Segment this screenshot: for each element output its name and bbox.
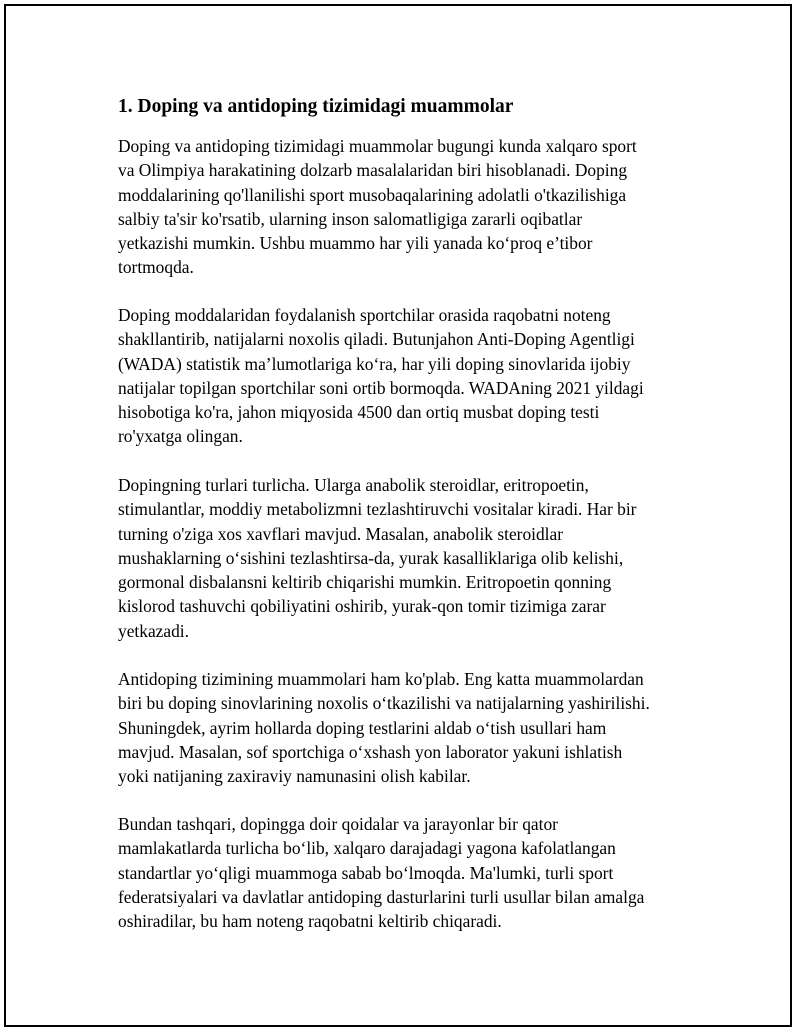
- paragraph-2: [118, 303, 718, 449]
- text-line: yoki natijaning zaxiraviy namunasini olish kabilar.: [118, 766, 471, 787]
- text-line: Dopingning turlari turlicha. Ularga anabolik steroidlar, eritropoetin,: [118, 475, 589, 495]
- text-line: hisobotiga ko'ra, jahon miqyosida 4500 dan ortiq musbat doping testi: [118, 402, 600, 423]
- text-line: Doping moddalaridan foydalanish sportchilar orasida raqobatni noteng: [118, 305, 611, 325]
- text-line: tortmoqda.: [118, 257, 194, 278]
- text-line: Bundan tashqari, dopingga doir qoidalar va jarayonlar bir qator: [118, 814, 558, 834]
- paragraph-1: [118, 134, 718, 280]
- text-line: salbiy ta'sir ko'rsatib, ularning inson salomatligiga zararli oqibatlar: [118, 208, 583, 229]
- text-line: mavjud. Masalan, sof sportchiga o‘xshash yon laborator yakuni ishlatish: [118, 741, 623, 762]
- text-line: natijalar topilgan sportchilar soni ortib bormoqda. WADAning 2021 yildagi: [118, 377, 644, 398]
- text-line: oshiradilar, bu ham noteng raqobatni keltirib chiqaradi.: [118, 911, 502, 932]
- text-line: ro'yxatga olingan.: [118, 426, 243, 447]
- text-line: shakllantirib, natijalarni noxolis qiladi. Butunjahon Anti-Doping Agentligi: [118, 329, 635, 350]
- text-line: stimulantlar, moddiy metabolizmni tezlashtiruvchi vositalar kiradi. Har bir: [118, 499, 637, 520]
- text-line: turning o'ziga xos xavflari mavjud. Masalan, anabolik steroidlar: [118, 523, 564, 544]
- text-line: Doping va antidoping tizimidagi muammolar bugungi kunda xalqaro sport: [118, 136, 637, 156]
- text-line: federatsiyalari va davlatlar antidoping dasturlarini turli usullar bilan amalga: [118, 886, 645, 907]
- paragraph-3: [118, 473, 718, 643]
- text-line: yetkazadi.: [118, 620, 189, 641]
- text-line: mushaklarning o‘sishini tezlashtirsa-da, yurak kasalliklariga olib kelishi,: [118, 547, 624, 568]
- text-line: va Olimpiya harakatining dolzarb masalalaridan biri hisoblanadi. Doping: [118, 160, 628, 181]
- text-line: (WADA) statistik ma’lumotlariga ko‘ra, har yili doping sinovlarida ijobiy: [118, 353, 631, 374]
- text-line: yetkazishi mumkin. Ushbu muammo har yili yanada ko‘proq e’tibor: [118, 233, 593, 254]
- text-line: kislorod tashuvchi qobiliyatini oshirib, yurak-qon tomir tizimiga zarar: [118, 596, 606, 617]
- text-line: standartlar yo‘qligi muammoga sabab bo‘lmoqda. Ma'lumki, turli sport: [118, 862, 614, 883]
- paragraph-4: [118, 667, 718, 788]
- text-line: Shuningdek, ayrim hollarda doping testlarini aldab o‘tish usullari ham: [118, 717, 607, 738]
- text-line: biri bu doping sinovlarining noxolis o‘tkazilishi va natijalarning yashirilishi.: [118, 693, 650, 714]
- text-line: moddalarining qo'llanilishi sport musobaqalarining adolatli o'tkazilishiga: [118, 184, 627, 205]
- text-line: mamlakatlarda turlicha bo‘lib, xalqaro darajadagi yagona kafolatlangan: [118, 838, 616, 859]
- text-line: Antidoping tizimining muammolari ham ko'plab. Eng katta muammolardan: [118, 669, 644, 689]
- text-line: gormonal disbalansni keltirib chiqarishi mumkin. Eritropoetin qonning: [118, 572, 612, 593]
- paragraph-5: [118, 812, 718, 933]
- section-heading: 1. Doping va antidoping tizimidagi muammolar: [118, 96, 514, 117]
